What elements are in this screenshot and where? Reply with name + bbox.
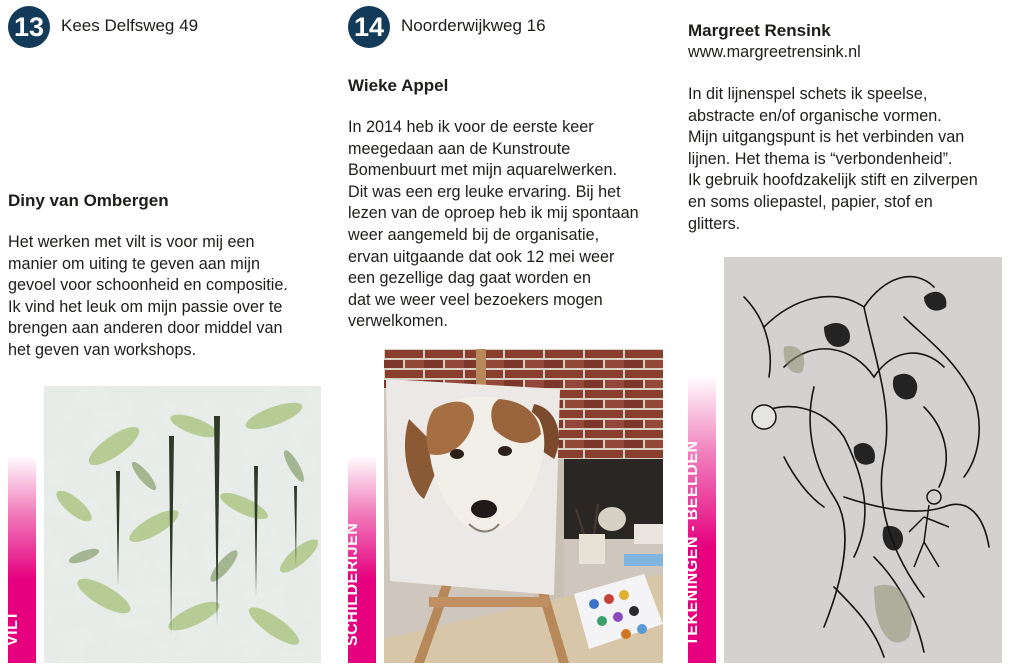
category-label: SCHILDERIJEN	[344, 522, 361, 646]
description-line: het geven van workshops.	[8, 340, 197, 359]
description-line: abstracte en/of organische vormen.	[688, 106, 942, 125]
artist-column-13	[0, 0, 340, 664]
artist-name: Wieke Appel	[348, 76, 449, 95]
description-line: Het werken met vilt is voor mij een	[8, 233, 255, 251]
stop-number-badge: 14	[348, 6, 390, 48]
description-line: Ik gebruik hoofdzakelijk stift en zilverpen	[688, 171, 978, 190]
description-line: een gezellige dag gaat worden en	[348, 269, 592, 288]
artist-description	[348, 117, 678, 333]
description-line: verwelkomen.	[348, 312, 448, 331]
description-line: Mijn uitgangspunt is het verbinden van	[688, 128, 965, 147]
description-line: Bomenbuurt met mijn aquarelwerken.	[348, 161, 618, 180]
description-line: ervan uitgaande dat ook 12 mei weer	[348, 247, 615, 266]
felt-artwork-photo	[44, 386, 321, 663]
description-line: In 2014 heb ik voor de eerste keer	[348, 118, 594, 136]
category-tag	[344, 455, 376, 663]
line-drawing-photo	[724, 257, 1002, 663]
category-tag	[4, 455, 36, 663]
stop-address: Kees Delfsweg 49	[61, 16, 199, 35]
category-label: VILT	[4, 610, 21, 646]
description-line: weer aangemeld bij de organisatie,	[348, 225, 600, 244]
description-line: lezen van de oproep heb ik mij spontaan	[348, 204, 639, 223]
dog-painting-photo	[384, 349, 663, 663]
artist-name: Diny van Ombergen	[8, 191, 169, 210]
category-tag	[684, 375, 716, 663]
description-line: In dit lijnenspel schets ik speelse,	[688, 85, 928, 103]
description-line: en soms oliepastel, papier, stof en	[688, 192, 933, 211]
artist-website-link[interactable]: www.margreetrensink.nl	[688, 43, 861, 61]
artist-description	[688, 84, 1028, 235]
description-line: glitters.	[688, 214, 741, 233]
description-line: meegedaan aan de Kunstroute	[348, 139, 571, 158]
description-line: manier om uiting te geven aan mijn	[8, 254, 260, 273]
description-line: dat we weer veel bezoekers mogen	[348, 290, 603, 309]
artist-name: Margreet Rensink	[688, 21, 831, 40]
artist-column-rensink	[680, 0, 1030, 664]
description-line: Dit was een erg leuke ervaring. Bij het	[348, 182, 621, 201]
artist-description	[8, 232, 338, 362]
category-label: TEKENINGEN - BEELDEN	[684, 440, 701, 646]
stop-address: Noorderwijkweg 16	[401, 16, 546, 35]
artist-column-14	[340, 0, 680, 664]
description-line: lijnen. Het thema is “verbondenheid”.	[688, 149, 953, 168]
description-line: gevoel voor schoonheid en compositie.	[8, 276, 288, 295]
stop-number-badge: 13	[8, 6, 50, 48]
description-line: Ik vind het leuk om mijn passie over te	[8, 297, 283, 316]
description-line: brengen aan anderen door middel van	[8, 319, 283, 338]
